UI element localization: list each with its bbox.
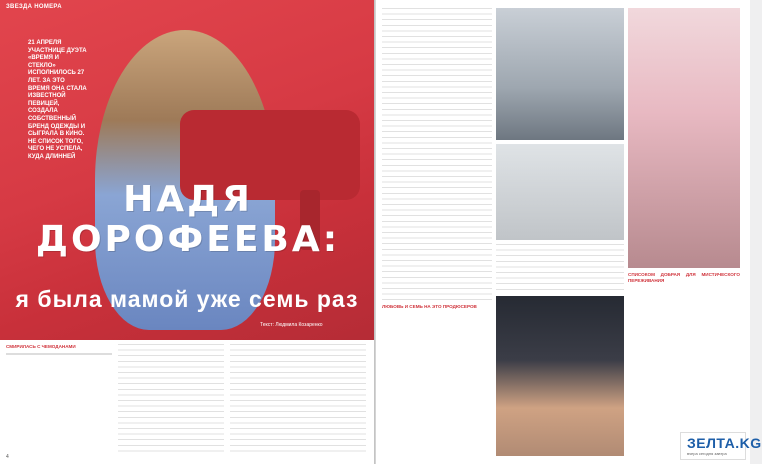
selfie-photo — [496, 296, 624, 456]
page-number: 4 — [6, 454, 9, 460]
label-lists: СПИСОКОМ ДОБРАЯ ДЛЯ МИСТИЧЕСКОГО ПЕРЕЖИВАНИЯ — [628, 272, 740, 283]
logo-tagline: вчера сегодня завтра — [687, 451, 727, 456]
right-column-4 — [628, 272, 740, 432]
label-love: ЛЮБОВЬ И СЕМЬ НА ЭТО ПРОДЮСЕРОВ — [382, 304, 477, 309]
article-column-3 — [230, 344, 366, 456]
hat-photo — [496, 144, 624, 240]
site-logo[interactable] — [680, 432, 762, 460]
subhead: я была мамой уже семь раз — [15, 286, 359, 312]
logo-word: ЗЕЛТА.KG — [687, 435, 762, 451]
photo-credit: Текст: Людмила Козаренко — [260, 322, 323, 328]
text-line — [6, 355, 112, 361]
right-column-2 — [382, 304, 492, 456]
article-column-2 — [118, 344, 224, 456]
section-tag: ЗВЕЗДА НОМЕРА — [6, 4, 62, 10]
right-column-1 — [382, 8, 492, 304]
left-page — [0, 0, 374, 464]
headline — [18, 180, 358, 260]
portrait-photo — [628, 8, 740, 268]
couple-photo — [496, 8, 624, 140]
right-page — [376, 0, 762, 464]
article-column-1 — [6, 344, 112, 456]
intro-text: 21 АПРЕЛЯ УЧАСТНИЦЕ ДУЭТА «ВРЕМЯ И СТЕКЛО» ИСПОЛНИЛОСЬ 27 ЛЕТ. ЗА ЭТО ВРЕМЯ ОНА СТАЛА ИЗВЕСТНОЙ ПЕВИЦЕЙ, СОЗДАЛА СОБСТВЕННЫЙ БРЕНД ОДЕЖДЫ И СЫГРАЛА В КИНО. НЕ СПИСОК ТОГО, ЧЕГО НЕ УСПЕЛА, КУДА ДЛИННЕЙ — [28, 40, 87, 160]
headline-line-2: ДОРОФЕЕВА: — [35, 219, 341, 260]
headline-line-1: НАДЯ — [123, 179, 253, 220]
column-1-label: СМИРИЛАСЬ С ЧЕМОДАНАМИ — [6, 344, 76, 349]
right-column-3 — [496, 244, 624, 292]
